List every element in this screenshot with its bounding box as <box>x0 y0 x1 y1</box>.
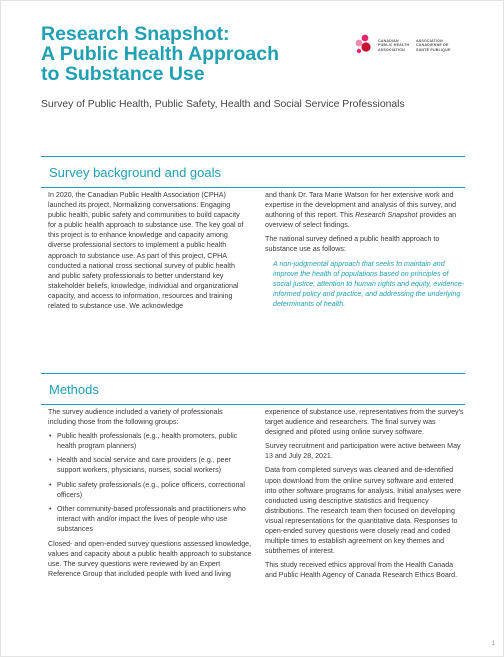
list-item: • Other community-based professionals and practitioners who interact with and/or impact the lives of people who use substances <box>48 504 252 534</box>
paragraph: The survey audience included a variety of professionals including those from the following groups: <box>48 408 223 427</box>
title-line: A Public Health Approach <box>41 43 279 65</box>
audience-list <box>48 431 252 534</box>
logo-text-french: ASSOCIATION CANADIENNE DE SANTÉ PUBLIQUE <box>416 39 451 52</box>
paragraph: In 2020, the Canadian Public Health Association (CPHA) launched its project, Normalizing conversations: Engaging public health, public safety and communities to build capacity for a public health approach to substance use. The key goal of this project is to enhance knowledge and capacity among diverse professional sectors to implement a public health approach to substance use. As part of this project, CPHA conducted a national cross sectional survey of public health and public safety professionals to better understand key stakeholder beliefs, knowledge, individual and organizational capacity, and access to information, resources and training related to substance use. We acknowledge <box>48 191 244 311</box>
definition-quote: A non-judgmental approach that seeks to maintain and improve the health of populations based on principles of social justice, attention to human rights and equity, evidence-informed policy and practice, and addressing the underlying determinants of health. <box>273 259 465 308</box>
cpha-logo-icon <box>353 33 375 55</box>
list-item: • Health and social service and care providers (e.g., peer support workers, physicians, nurses, social workers) <box>48 455 252 475</box>
paragraph: The national survey defined a public health approach to substance use as follows: <box>265 235 440 254</box>
background-left-column <box>48 190 248 315</box>
page-title <box>41 24 341 84</box>
cpha-logo <box>353 33 483 61</box>
background-right-column <box>265 190 465 313</box>
section-heading-background: Survey background and goals <box>41 156 465 188</box>
paragraph: Closed- and open-ended survey questions assessed knowledge, values and capacity about a public health approach to substance use. The survey questions were reviewed by an Expert Reference Group that included people with lived and living <box>48 540 252 579</box>
section-heading-methods: Methods <box>41 373 465 405</box>
title-line: Research Snapshot: <box>41 23 230 45</box>
logo-text-english: CANADIAN PUBLIC HEALTH ASSOCIATION <box>378 39 410 52</box>
title-line: to Substance Use <box>41 63 205 85</box>
list-item: • Public health professionals (e.g., health promoters, public health program planners) <box>48 431 252 451</box>
page-number: 1 <box>491 641 495 647</box>
paragraph: experience of substance use, representatives from the survey's target audience and researchers. The final survey was designed and piloted using online survey software. <box>265 408 464 437</box>
paragraph: Data from completed surveys was cleaned and de-identified upon download from the online survey software and entered into other software programs for analysis. Initial analyses were conducted using descriptive statistics and frequency distributions. The research team then focused on developing visual representations for the quantitative data. Responses to open-ended survey questions were closely read and coded multiple times to establish agreement on key themes and subthemes of interest. <box>265 466 461 556</box>
page-subtitle: Survey of Public Health, Public Safety, Health and Social Service Professionals <box>41 99 405 110</box>
paragraph: and thank Dr. Tara Marie Watson for her extensive work and expertise in the development and analysis of this survey, and authoring of this report. This Research Snapshot provides an overview of select findings. <box>265 191 457 230</box>
paragraph: This study received ethics approval from the Health Canada and Public Health Agency of Canada Research Ethics Board. <box>265 561 458 580</box>
paragraph: Survey recruitment and participation were active between May 13 and July 28, 2021. <box>265 442 461 461</box>
methods-left-column <box>48 407 252 583</box>
methods-right-column <box>265 407 465 585</box>
list-item: • Public safety professionals (e.g., police officers, correctional officers) <box>48 480 252 500</box>
